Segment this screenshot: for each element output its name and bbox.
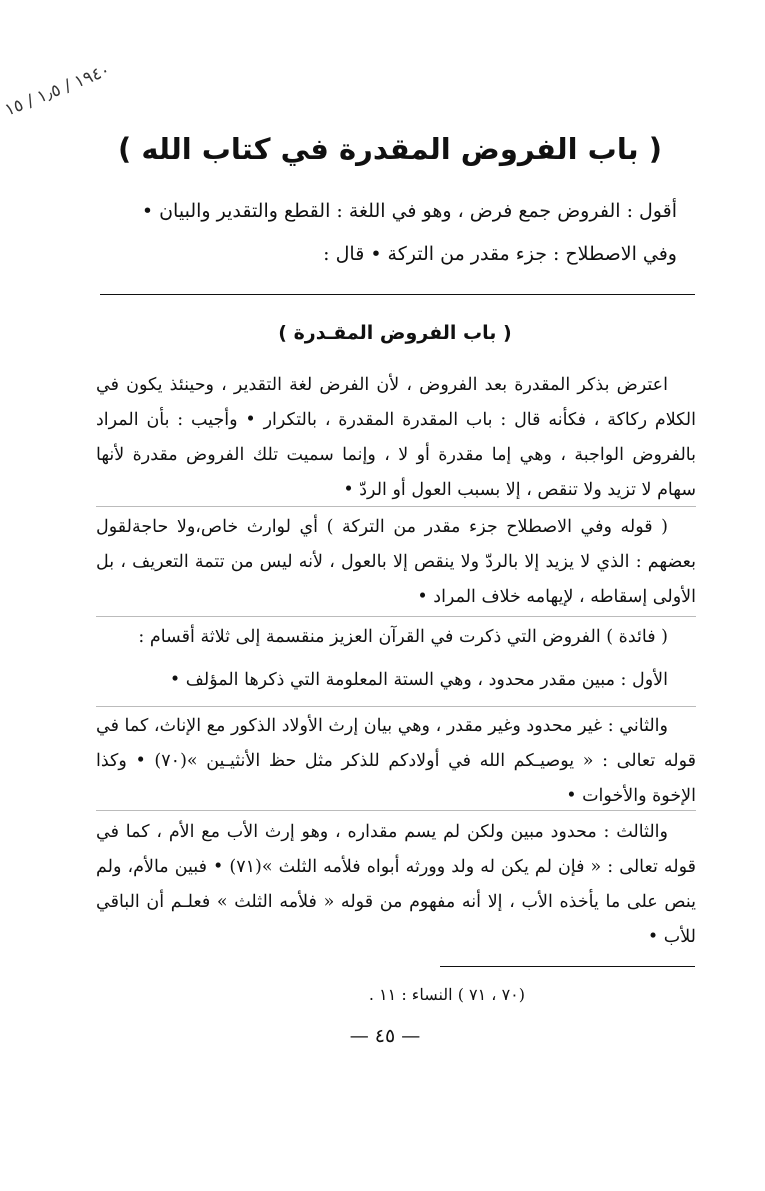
paragraph-separator [96, 616, 696, 617]
paragraph-definition [96, 510, 696, 615]
paragraph-1: اعترض بذكر المقدرة بعد الفروض ، لأن الفرض لغة التقدير ، وحينئذ يكون في الكلام ركاكة ، فكأنه قال : باب المقدرة المقدرة ، بالتكرار • وأجيب : بأن المراد بالفروض الواجبة ، وهي إما مقدرة أو لا ، وإنما سميت تلك الفروض مقدرة لأنها سهام لا تزيد ولا تنقص ، إلا بسبب العول أو الردّ • [96, 375, 696, 500]
paragraph-6: والثالث : محدود مبين ولكن لم يسم مقداره ، وهو إرث الأب مع الأم ، كما في قوله تعالى : « فإن لم يكن له ولد وورثه أبواه فلأمه الثلث »(٧١) • فبين مالأم، ولم ينص على ما يأخذه الأب ، إلا أنه مفهوم من قوله « فلأمه الثلث » فعلـم أن الباقي للأب • [96, 822, 696, 947]
paragraph-separator [96, 506, 696, 507]
intro-line-1: أقول : الفروض جمع فرض ، وهو في اللغة : القطع والتقدير والبيان • [141, 200, 677, 222]
paragraph-5: والثاني : غير محدود وغير مقدر ، وهي بيان إرث الأولاد الذكور مع الإناث، كما في قوله تعالى : « يوصيـكم الله في أولادكم للذكر مثل حظ الأنثيـين »(٧٠) • وكذا الإخوة والأخوات • [96, 716, 696, 806]
commentary-heading: ( باب الفروض المقـدرة ) [278, 322, 512, 344]
footnote: (٧٠ ، ٧١ ) النساء : ١١ . [368, 985, 525, 1004]
paragraph-first-type [96, 663, 696, 698]
handwritten-margin-note: ١٩٤٠ / ١٫٥ / ١٥ [2, 60, 114, 121]
paragraph-3: ( فائدة ) الفروض التي ذكرت في القرآن العزيز منقسمة إلى ثلاثة أقسام : [138, 627, 668, 647]
intro-line-2: وفي الاصطلاح : جزء مقدر من التركة • قال : [323, 243, 677, 265]
paragraph-objection [96, 368, 696, 508]
footnote-divider [440, 966, 695, 967]
paragraph-benefit [96, 620, 696, 655]
paragraph-separator [96, 810, 696, 811]
chapter-heading: ( باب الفروض المقدرة في كتاب الله ) [118, 132, 662, 166]
paragraph-second-type [96, 709, 696, 814]
paragraph-separator [96, 706, 696, 707]
header-divider [100, 294, 695, 295]
paragraph-2: ( قوله وفي الاصطلاح جزء مقدر من التركة ) أي لوارث خاص،ولا حاجةلقول بعضهم : الذي لا يزيد إلا بالردّ ولا ينقص إلا بالعول ، لأنه ليس من تتمة التعريف ، بل الأولى إسقاطه ، لإيهامه خلاف المراد • [96, 517, 696, 607]
paragraph-third-type [96, 815, 696, 955]
paragraph-4: الأول : مبين مقدر محدود ، وهي الستة المعلومة التي ذكرها المؤلف • [169, 670, 668, 690]
page-number: — ٤٥ — [349, 1025, 421, 1047]
